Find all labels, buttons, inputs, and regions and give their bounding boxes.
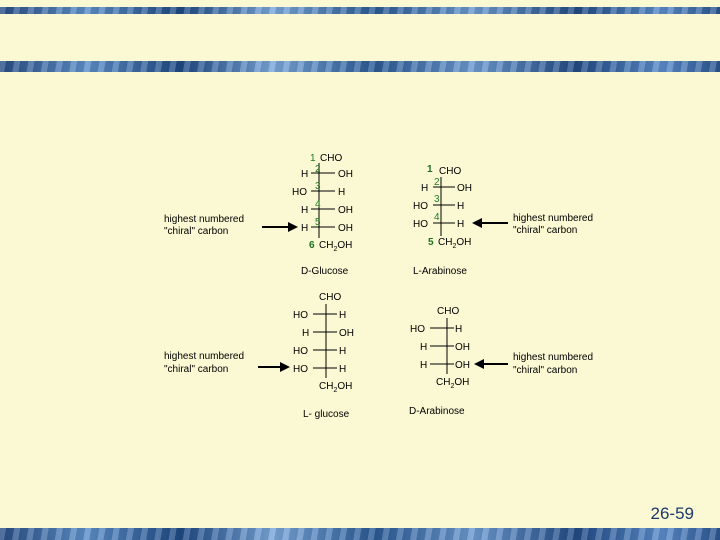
left-substituent: H [421,183,429,194]
left-substituent: H [420,342,428,353]
left-substituent: HO [413,201,428,212]
right-substituent: H [339,346,347,357]
right-substituent: OH [455,360,470,371]
left-substituent: HO [293,364,308,375]
annotation-line2: "chiral" carbon [164,226,229,237]
carbon-number: 4 [315,199,321,210]
annotation-top-right [513,213,593,236]
right-substituent: H [339,310,347,321]
aldehyde-group: CHO [320,153,343,164]
carbon-number: 6 [309,240,315,251]
hydroxymethyl-group: $CH_2OH$ [438,237,472,250]
carbon-number: 5 [315,217,321,228]
left-substituent: H [301,223,309,234]
left-substituent: HO [413,219,428,230]
carbon-number: 1 [427,164,433,175]
carbon-number: 3 [434,194,440,205]
molecule-name: D-Arabinose [409,406,465,417]
annotation-line2: "chiral" carbon [513,365,578,376]
annotation-bottom-left [164,351,244,375]
left-substituent: H [301,169,309,180]
arrow-right-icon [262,222,298,232]
annotation-line1: highest numbered [164,214,245,225]
arrow-left-icon [474,359,508,369]
left-substituent: H [420,360,428,371]
l-arabinose-molecule [413,164,472,277]
aldehyde-group: CHO [437,306,460,317]
right-substituent: H [455,324,463,335]
carbon-number: 2 [315,164,321,175]
left-substituent: H [301,205,309,216]
hydroxymethyl-group: $CH_2OH$ [319,381,353,394]
hydroxymethyl-group: $CH_2OH$ [436,377,470,390]
annotation-top-left [164,214,244,237]
molecule-name: L- glucose [303,409,350,420]
hydroxymethyl-group: $CH_2OH$ [319,240,353,253]
molecule-name: D-Glucose [301,266,349,277]
carbon-number: 4 [434,212,440,223]
left-substituent: HO [410,324,425,335]
right-substituent: OH [457,183,472,194]
arrow-left-icon [472,218,508,228]
annotation-line1: highest numbered [513,352,594,363]
right-substituent: H [457,201,465,212]
right-substituent: H [339,364,347,375]
molecule-name: L-Arabinose [413,266,467,277]
carbon-number: 1 [310,153,316,164]
right-substituent: OH [338,169,353,180]
annotation-line1: highest numbered [164,351,245,362]
annotation-line2: "chiral" carbon [513,225,578,236]
right-substituent: OH [455,342,470,353]
right-substituent: H [338,187,346,198]
left-substituent: HO [293,346,308,357]
left-substituent: HO [292,187,307,198]
carbon-number: 3 [315,181,321,192]
aldehyde-group: CHO [319,292,342,303]
right-substituent: H [457,219,465,230]
d-glucose-molecule [292,153,353,277]
right-substituent: OH [338,223,353,234]
carbon-number: 5 [428,237,434,248]
carbon-number: 2 [434,177,440,188]
left-substituent: HO [293,310,308,321]
right-substituent: OH [338,205,353,216]
slide-number: 26-59 [650,504,694,523]
aldehyde-group: CHO [439,166,462,177]
left-substituent: H [302,328,310,339]
annotation-line1: highest numbered [513,213,594,224]
d-arabinose-molecule [409,306,470,417]
l-glucose-molecule [293,292,354,420]
right-substituent: OH [339,328,354,339]
annotation-line2: "chiral" carbon [164,364,229,375]
annotation-bottom-right [513,352,593,376]
arrow-right-icon [258,362,290,372]
